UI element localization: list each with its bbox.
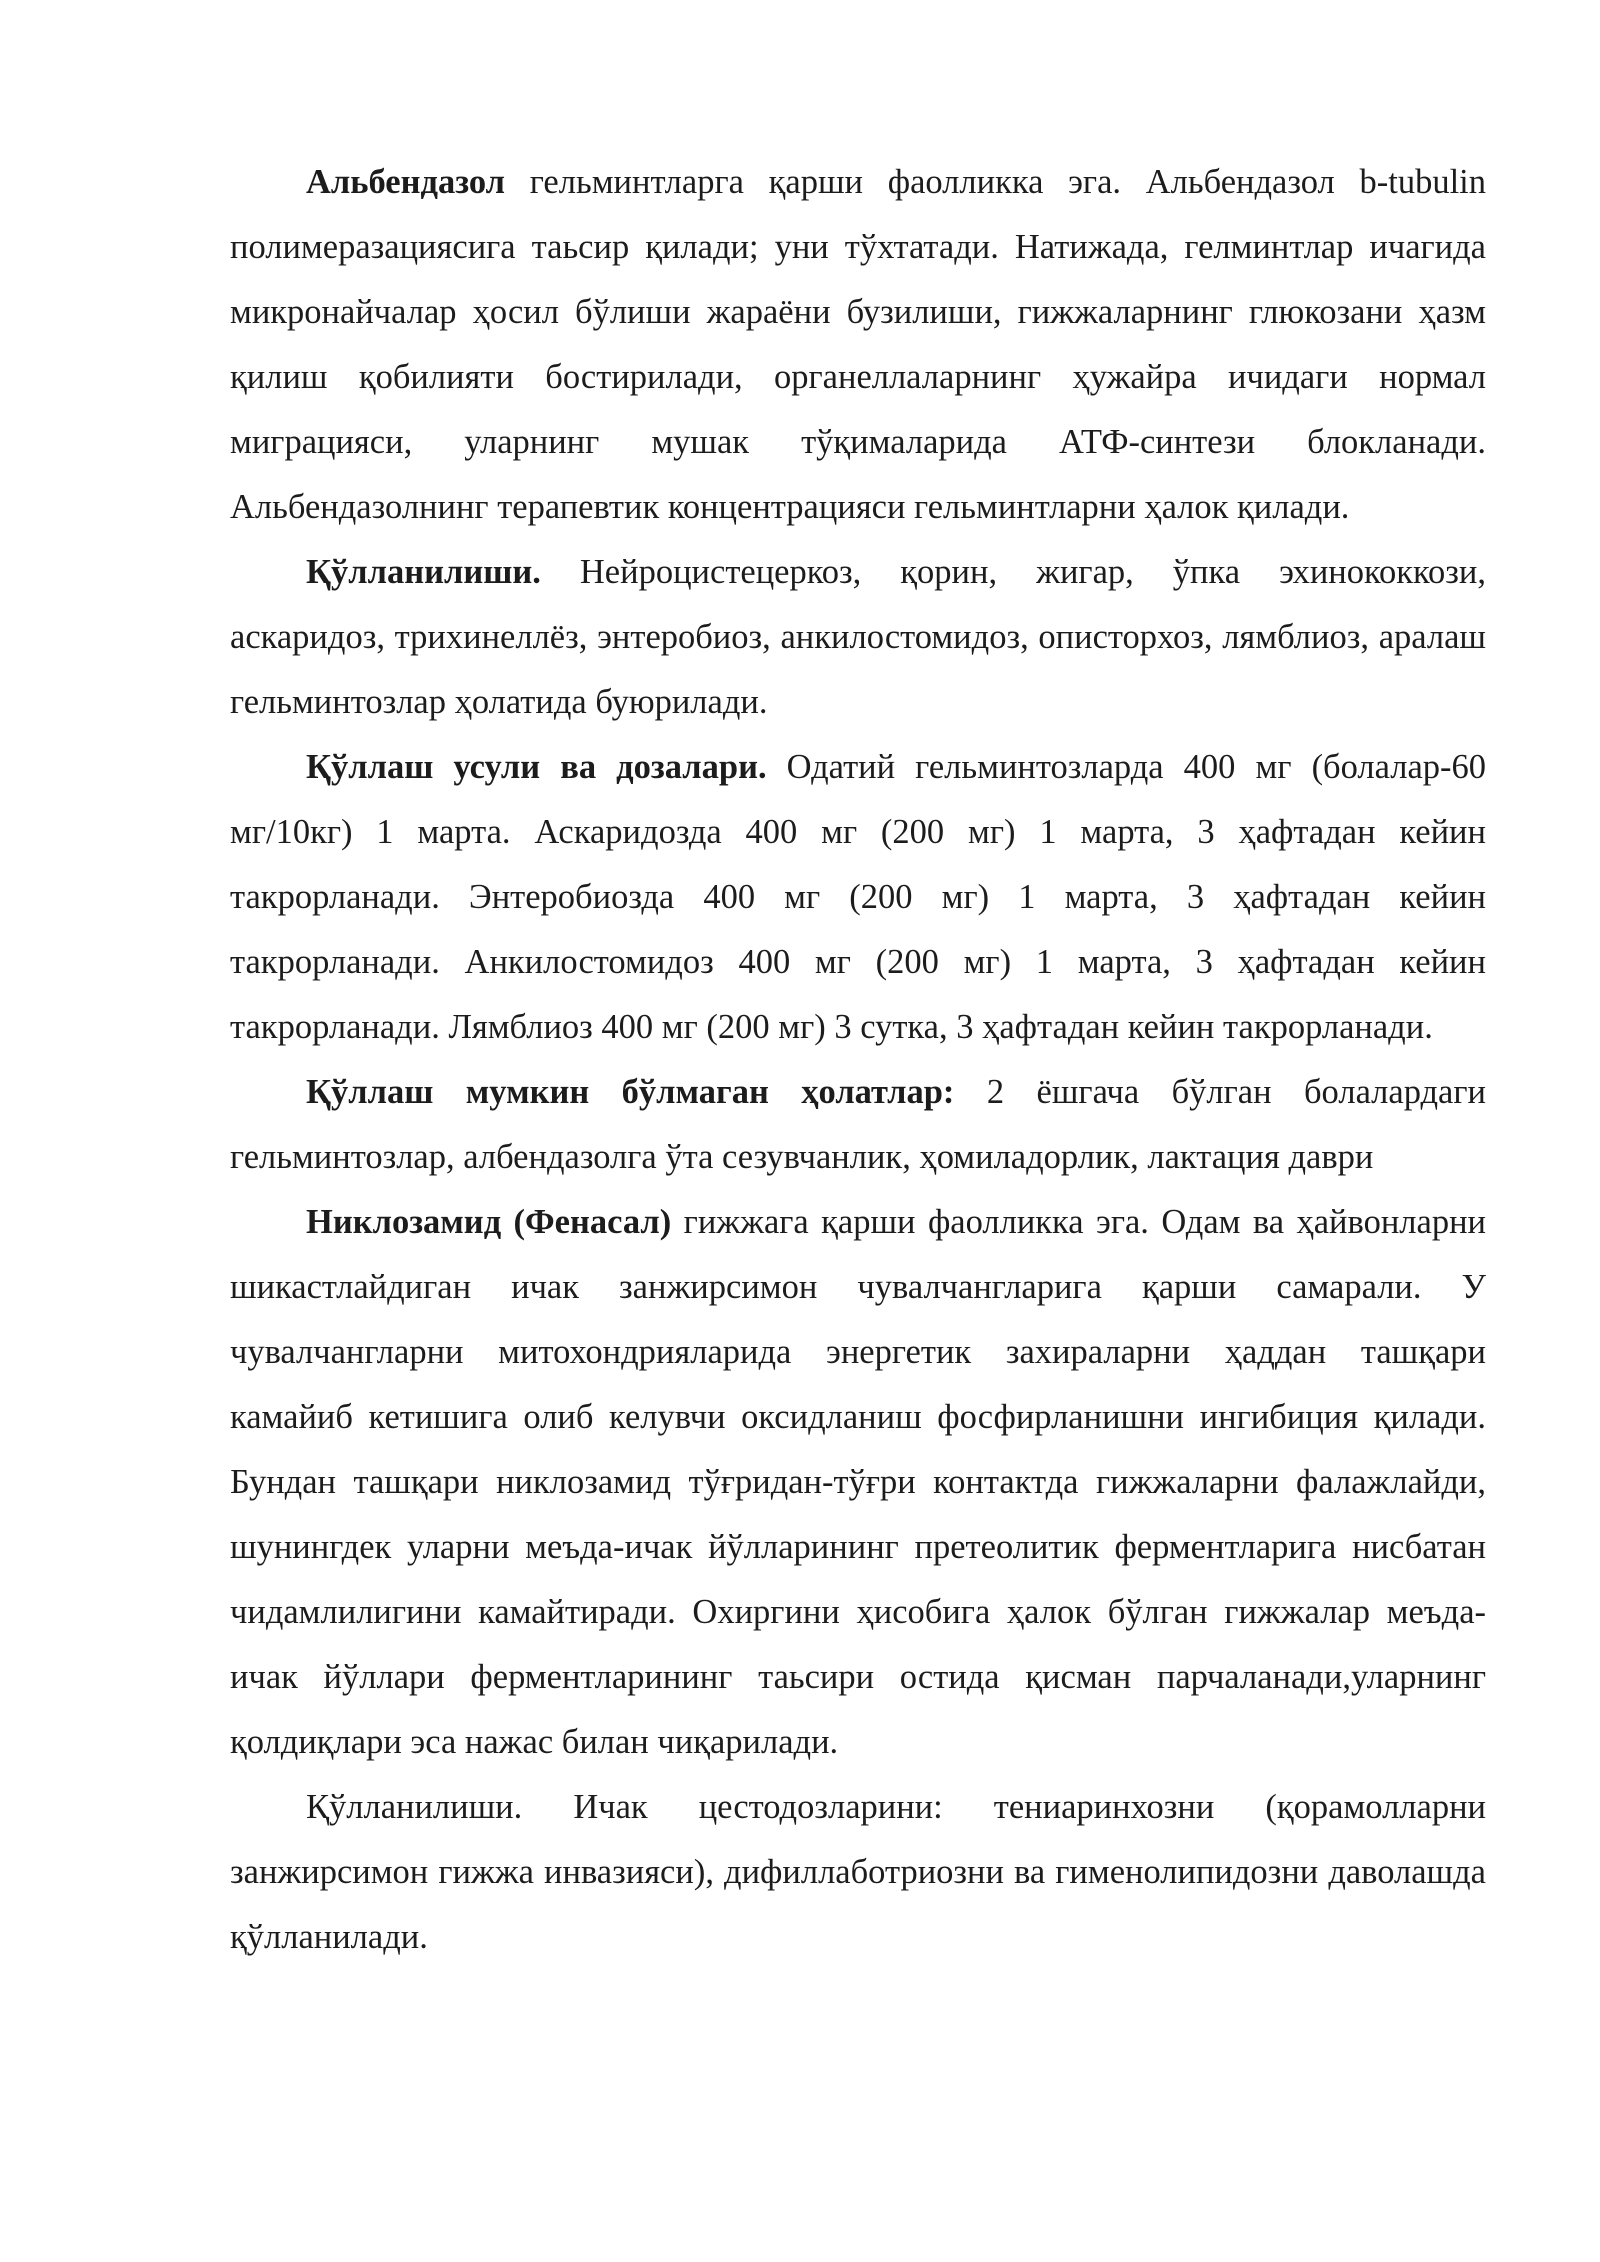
- paragraph-heading: Альбендазол: [306, 163, 506, 201]
- paragraph-text: гижжага қарши фаолликка эга. Одам ва ҳайвонларни шикастлайдиган ичак занжирсимон чувалчангларига қарши самарали. У чувалчангларни митохондрияларида энергетик захираларни ҳаддан ташқари камайиб кетишига олиб келувчи оксидланиш фосфирланишни ингибиция қилади. Бундан ташқари никлозамид тўғридан-тўғри контактда гижжаларни фалажлайди, шунингдек уларни меъда-ичак йўлларининг претеолитик ферментларига нисбатан чидамлилигини камайтиради. Охиргини ҳисобига ҳалок бўлган гижжалар меъда-ичак йўллари ферментларининг таьсири остида қисман парчаланади,уларнинг қолдиқлари эса нажас билан чиқарилади.: [230, 1203, 1486, 1761]
- paragraph-heading: Қўлланилиши.: [306, 553, 541, 591]
- paragraph-heading: Қўллаш усули ва дозалари.: [306, 748, 767, 786]
- paragraph-contraindications: [230, 1060, 1486, 1190]
- paragraph-text: Одатий гельминтозларда 400 мг (болалар-60 мг/10кг) 1 марта. Аскаридозда 400 мг (200 мг) 1 марта, 3 ҳафтадан кейин такрорланади. Энтеробиозда 400 мг (200 мг) 1 марта, 3 ҳафтадан кейин такрорланади. Анкилостомидоз 400 мг (200 мг) 1 марта, 3 ҳафтадан кейин такрорланади. Лямблиоз 400 мг (200 мг) 3 сутка, 3 ҳафтадан кейин такрорланади.: [230, 748, 1487, 1046]
- paragraph-niclosamide-use: [230, 1775, 1486, 1970]
- paragraph-dosage: [230, 735, 1486, 1060]
- paragraph-text: 2 ёшгача бўлган болалардаги гельминтозлар, албендазолга ўта сезувчанлик, ҳомиладорлик, лактация даври: [230, 1073, 1486, 1176]
- paragraph-indications: [230, 540, 1486, 735]
- paragraph-text: Қўлланилиши. Ичак цестодозларини: тениаринхозни (қорамолларни занжирсимон гижжа инвазияси), дифиллаботриозни ва гименолипидозни даволашда қўлланилади.: [230, 1788, 1486, 1956]
- paragraph-text: Нейроцистецеркоз, қорин, жигар, ўпка эхинококкози, аскаридоз, трихинеллёз, энтеробиоз, анкилостомидоз, описторхоз, лямблиоз, аралаш гельминтозлар ҳолатида буюрилади.: [230, 553, 1486, 721]
- document-body: [230, 150, 1486, 1970]
- paragraph-albendazole: [230, 150, 1486, 540]
- paragraph-niclosamide: [230, 1190, 1486, 1775]
- paragraph-heading: Никлозамид (Фенасал): [306, 1203, 672, 1241]
- paragraph-text: гельминтларга қарши фаолликка эга. Альбендазол b-tubulin полимеразациясига таьсир қилади; уни тўхтатади. Натижада, гелминтлар ичагида микронайчалар ҳосил бўлиши жараёни бузилиши, гижжаларнинг глюкозани ҳазм қилиш қобилияти бостирилади, органеллаларнинг ҳужайра ичидаги нормал миграцияси, уларнинг мушак тўқималарида АТФ-синтези блокланади. Альбендазолнинг терапевтик концентрацияси гельминтларни ҳалок қилади.: [230, 163, 1486, 526]
- paragraph-heading: Қўллаш мумкин бўлмаган ҳолатлар:: [306, 1073, 955, 1111]
